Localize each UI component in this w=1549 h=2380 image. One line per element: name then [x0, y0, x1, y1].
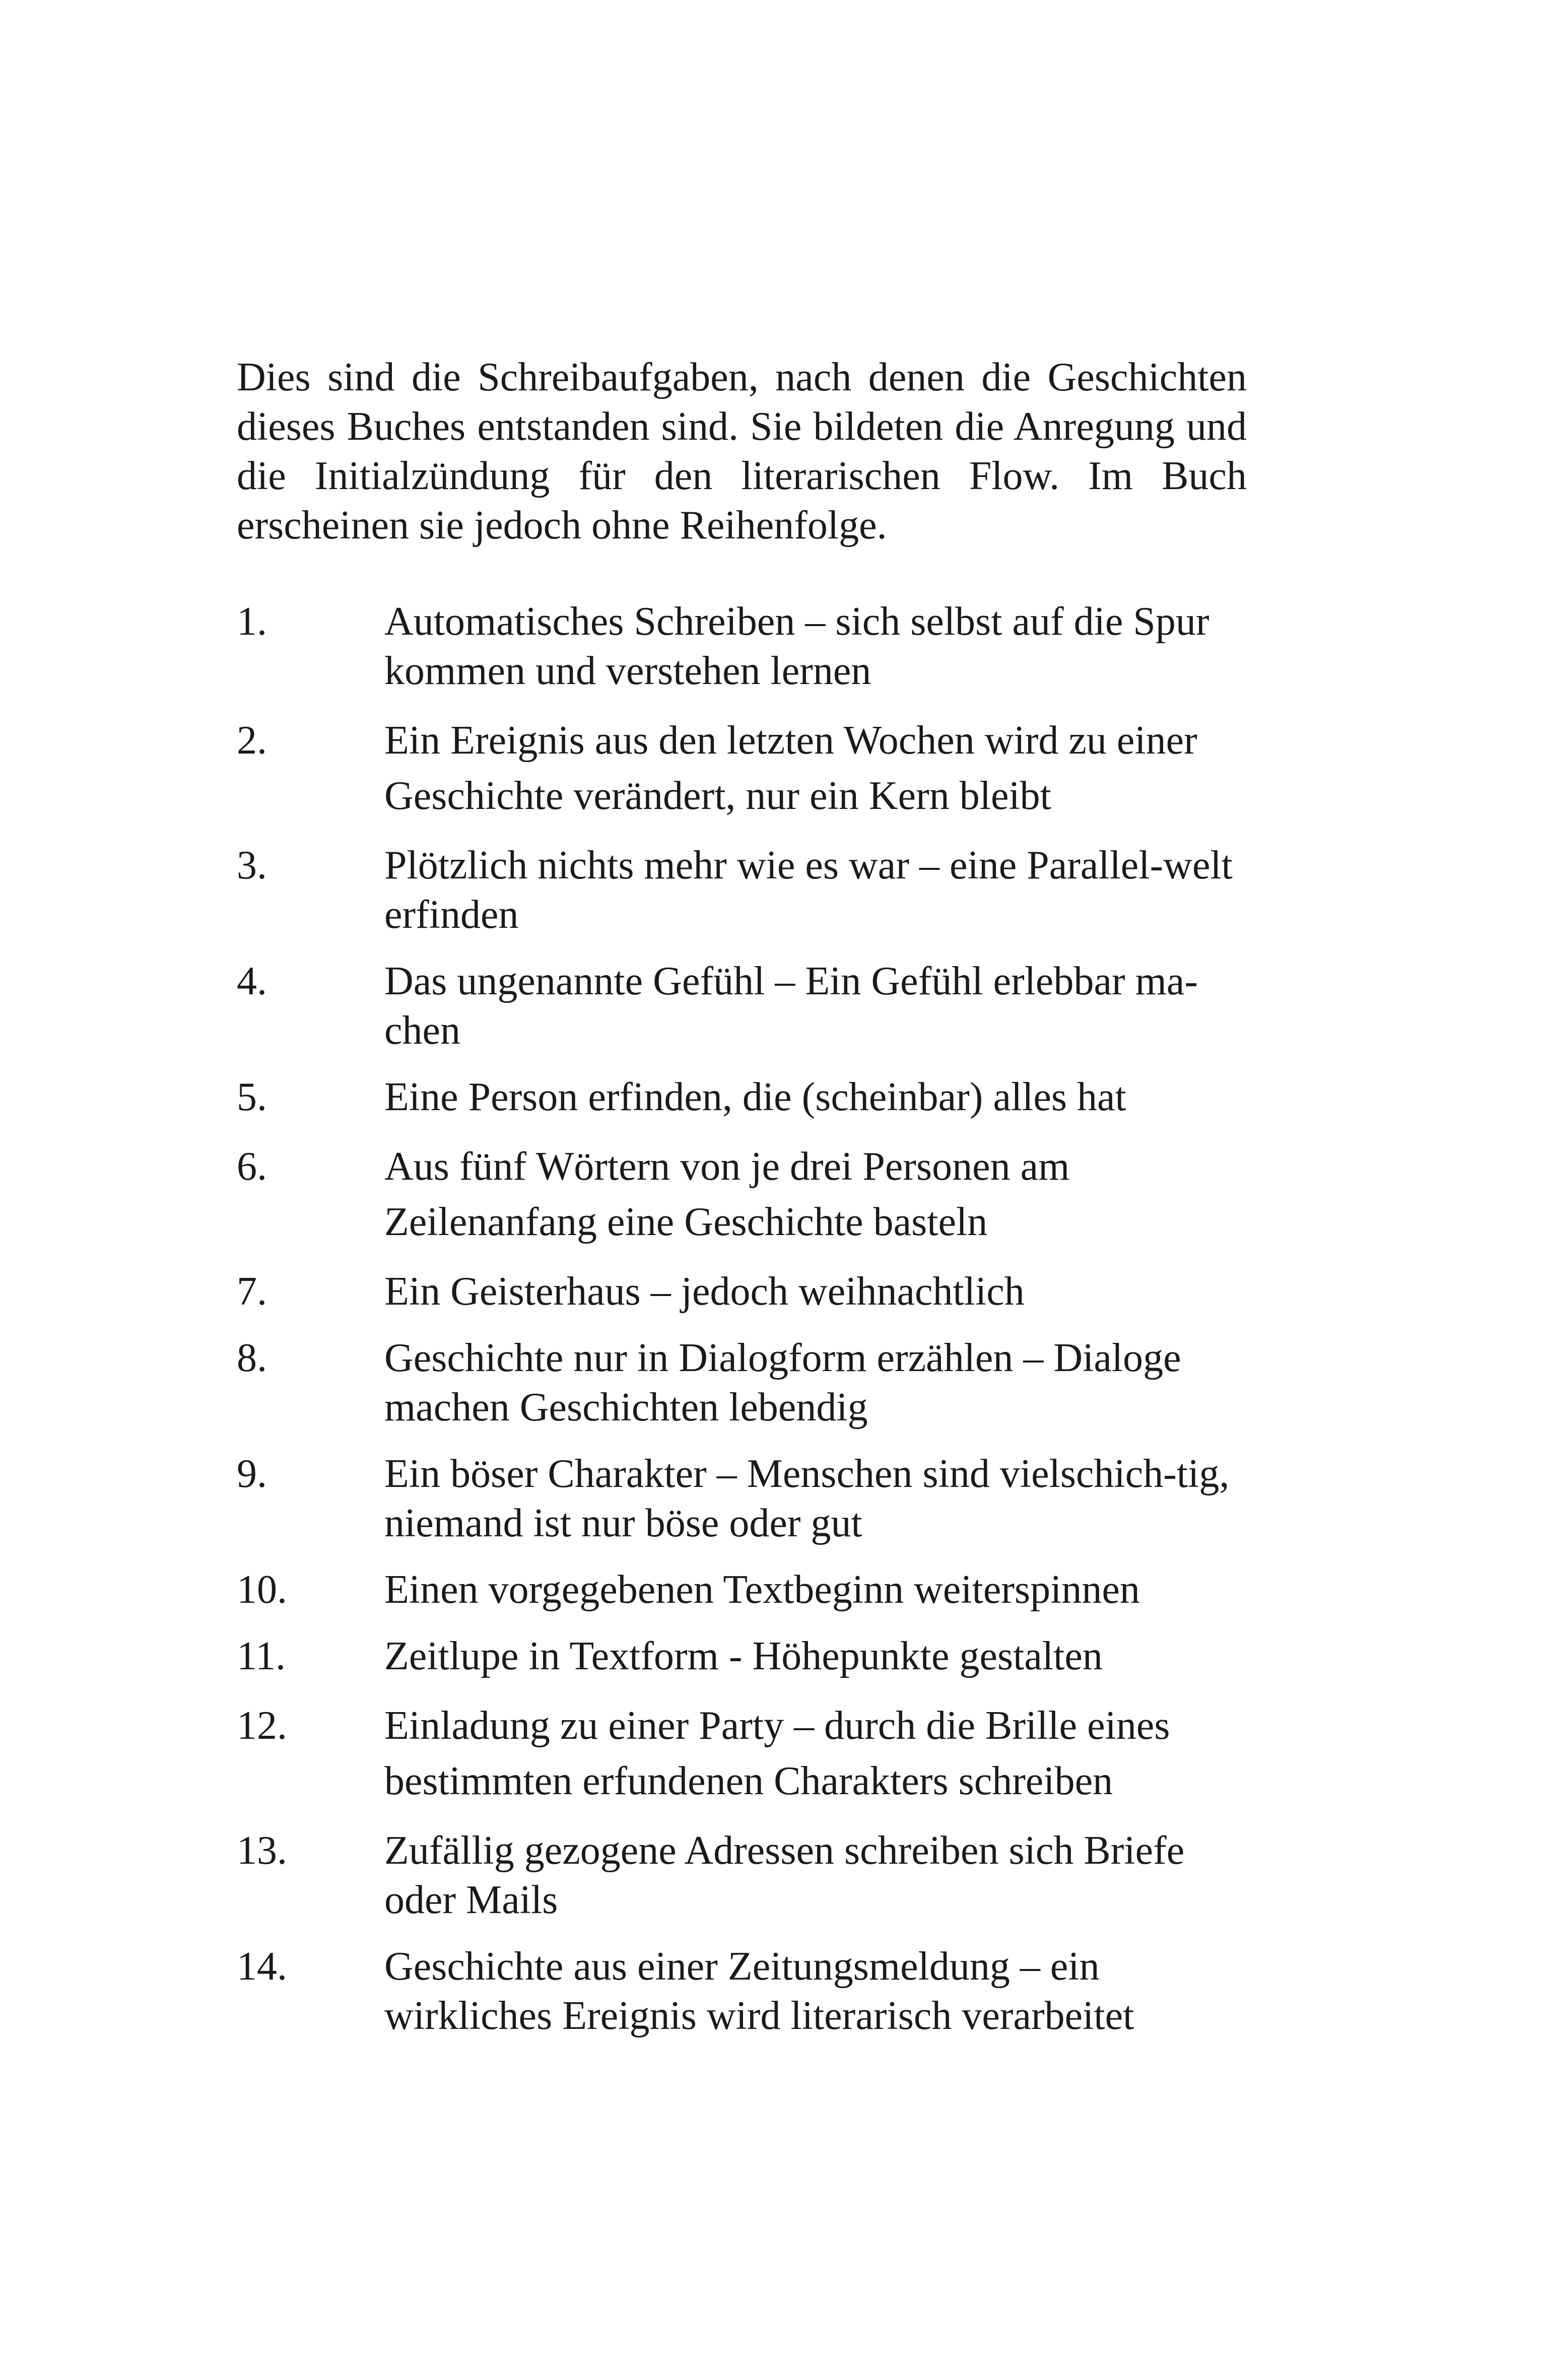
- list-item-number: 13.: [237, 1828, 287, 1873]
- list-item: [237, 841, 1254, 939]
- list-item-text: Eine Person erfinden, die (scheinbar) alles hat: [384, 1075, 1126, 1119]
- list-item-text: Ein böser Charakter – Menschen sind vielschich-tig, niemand ist nur böse oder gut: [384, 1452, 1230, 1545]
- list-item-number: 12.: [237, 1704, 287, 1748]
- list-item-number: 5.: [237, 1075, 267, 1119]
- list-item: [237, 1942, 1254, 2041]
- list-item-text: Zeitlupe in Textform - Höhepunkte gestalten: [384, 1634, 1103, 1678]
- list-item-number: 14.: [237, 1944, 287, 1989]
- list-item-number: 4.: [237, 959, 267, 1003]
- list-item-text: Geschichte aus einer Zeitungsmeldung – ein wirkliches Ereignis wird literarisch verarbeitet: [384, 1944, 1134, 2038]
- list-item-text: Geschichte nur in Dialogform erzählen – Dialoge machen Geschichten lebendig: [384, 1336, 1181, 1430]
- list-item-text: Ein Ereignis aus den letzten Wochen wird zu einer Geschichte verändert, nur ein Kern bleibt: [384, 718, 1197, 818]
- list-item-number: 7.: [237, 1269, 267, 1314]
- list-item: [237, 957, 1254, 1055]
- list-item: [237, 1449, 1254, 1548]
- list-item: [237, 1139, 1254, 1250]
- list-item: [237, 1826, 1254, 1925]
- list-item: [237, 1565, 1254, 1614]
- list-item: [237, 1698, 1254, 1809]
- list-item: [237, 1072, 1254, 1122]
- list-item-number: 1.: [237, 599, 267, 644]
- list-item-text: Einen vorgegebenen Textbeginn weiterspinnen: [384, 1568, 1140, 1612]
- list-item-text: Plötzlich nichts mehr wie es war – eine Parallel-welt erfinden: [384, 843, 1233, 937]
- list-item: [237, 713, 1254, 824]
- list-item: [237, 597, 1254, 696]
- intro-paragraph: Dies sind die Schreibaufgaben, nach denen die Geschichten dieses Buches entstanden sind. Sie bildeten die Anregung und die Initialzündung für den literarischen Flow. Im Buch erscheinen sie jedoch ohne Reihenfolge.: [237, 355, 1247, 548]
- list-item-number: 10.: [237, 1568, 287, 1612]
- list-item-number: 6.: [237, 1144, 267, 1189]
- list-item-number: 11.: [237, 1634, 286, 1678]
- list-item-number: 2.: [237, 718, 267, 763]
- list-item-number: 9.: [237, 1452, 267, 1496]
- list-item: [237, 1267, 1254, 1316]
- list-item-text: Zufällig gezogene Adressen schreiben sich Briefe oder Mails: [384, 1828, 1185, 1922]
- list-item-text: Das ungenannte Gefühl – Ein Gefühl erlebbar ma-chen: [384, 959, 1198, 1053]
- list-item-text: Einladung zu einer Party – durch die Brille eines bestimmten erfundenen Charakters schreiben: [384, 1704, 1170, 1803]
- list-item: [237, 1333, 1254, 1432]
- list-item-text: Automatisches Schreiben – sich selbst auf die Spur kommen und verstehen lernen: [384, 599, 1209, 693]
- list-item-number: 8.: [237, 1336, 267, 1380]
- list-item-number: 3.: [237, 843, 267, 888]
- writing-task-list: [237, 597, 1254, 2058]
- list-item: [237, 1631, 1254, 1681]
- list-item-text: Aus fünf Wörtern von je drei Personen am Zeilenanfang eine Geschichte basteln: [384, 1144, 1070, 1244]
- list-item-text: Ein Geisterhaus – jedoch weihnachtlich: [384, 1269, 1025, 1314]
